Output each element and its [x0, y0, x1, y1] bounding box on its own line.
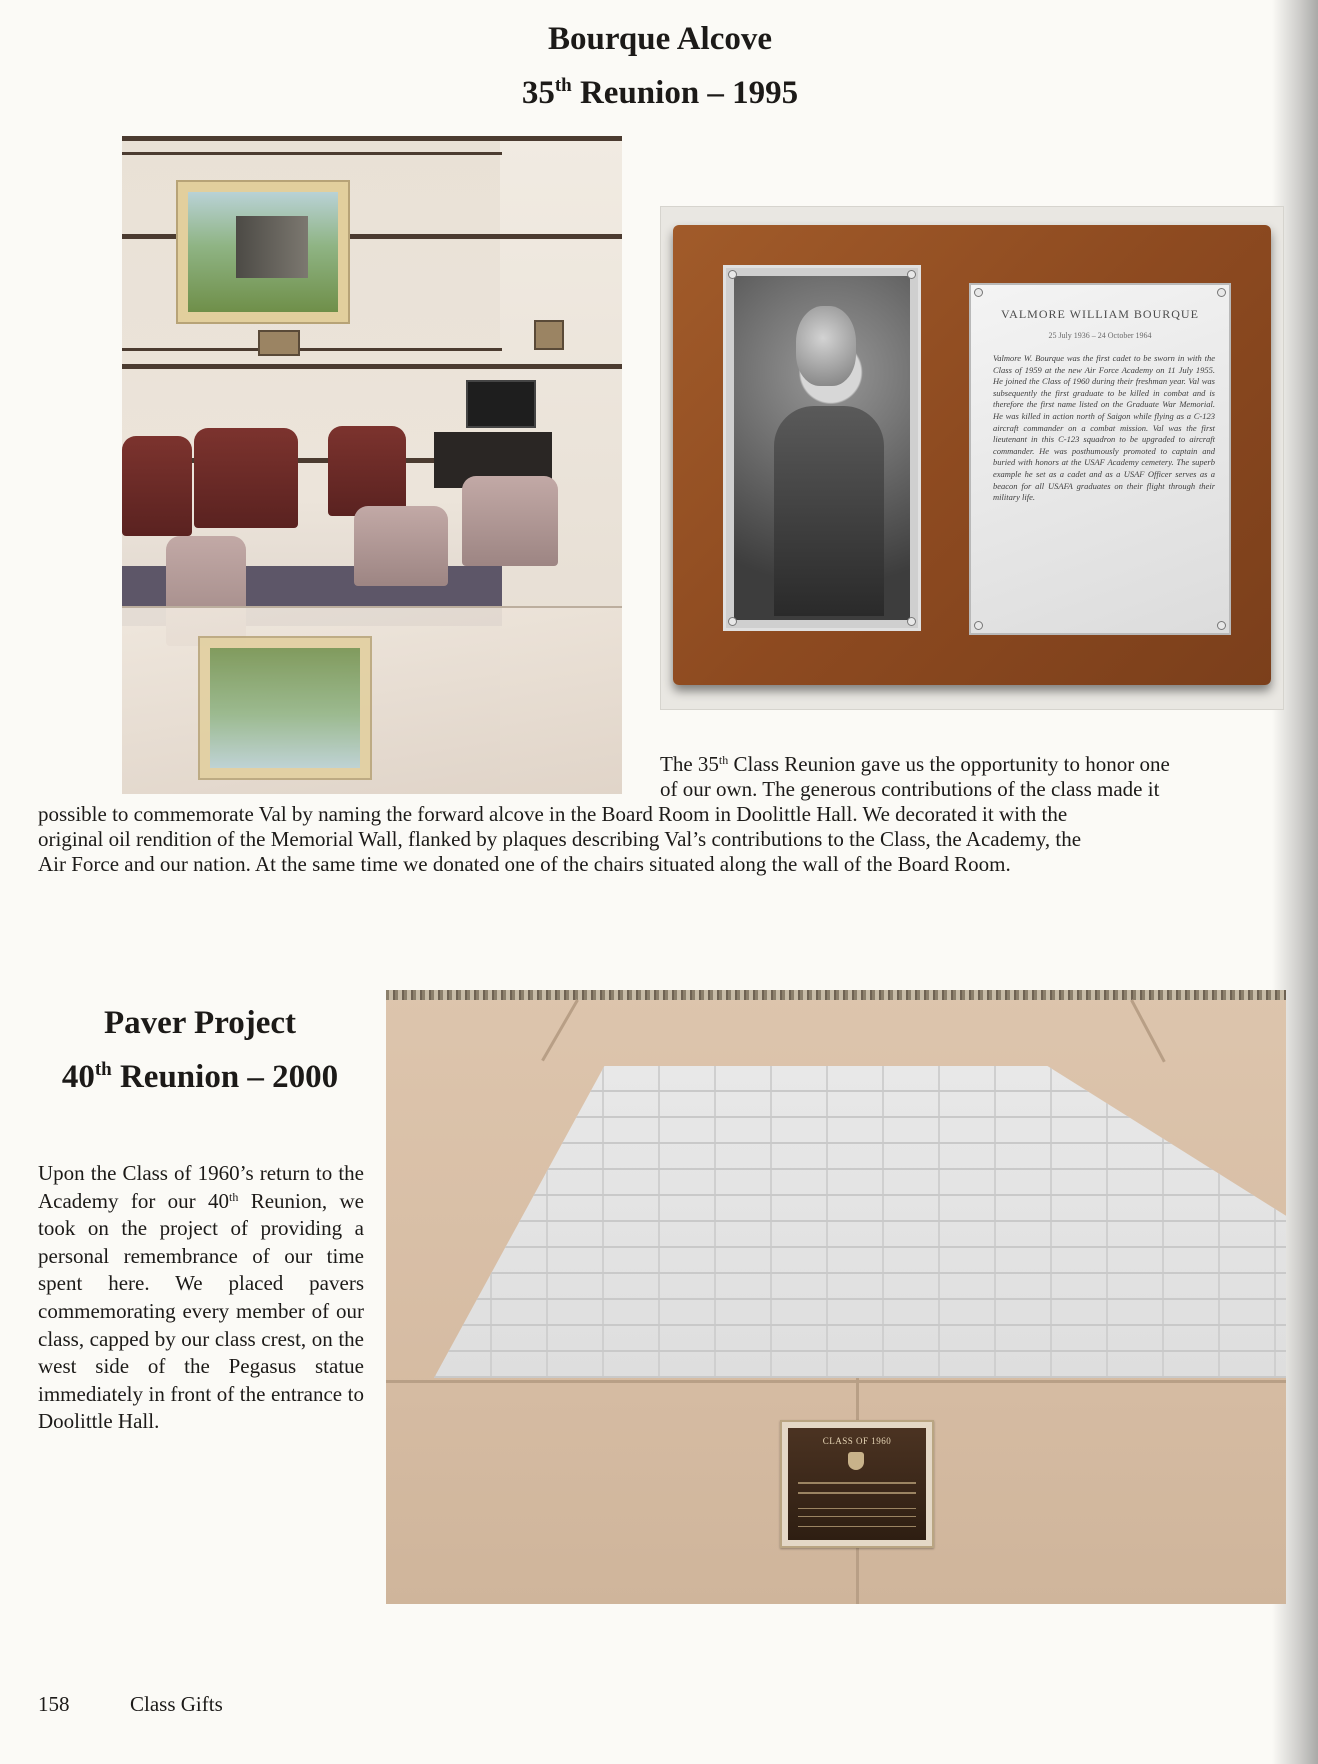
- painting-canvas: [188, 192, 338, 312]
- portrait-head: [796, 306, 856, 386]
- painting-wall: [236, 216, 308, 278]
- portrait-figure: [774, 406, 884, 616]
- concrete-seam: [541, 999, 579, 1061]
- screw: [1217, 621, 1226, 630]
- screw: [907, 617, 916, 626]
- portrait-inner: [734, 276, 910, 620]
- memorial-plaque-photo: [660, 206, 1284, 710]
- wall-stripe: [122, 152, 502, 155]
- screw: [1217, 288, 1226, 297]
- chair: [122, 436, 192, 536]
- paver-photo: [386, 990, 1286, 1604]
- plaque-inscription: Valmore W. Bourque was the first cadet to be sworn in with the Class of 1959 at the new Air Force Academy on 11 July 1955. He joined the Class of 1960 during their freshman year. Val was subsequently the first graduate to be killed in combat and is therefore the first name listed on the Graduate War Memorial. He was killed in action north of Saigon while flying as a C-123 aircraft commander on a combat mission. Val was the first lieutenant in this C-123 squadron to be upgraded to aircraft commander. He was posthumously promoted to captain and buried with honors at the USAF Academy cemetery. The superb example he set as a cadet and as a USAF Officer serves as a beacon for all USAFA graduates on their flight through their military life.: [993, 353, 1215, 503]
- wall-plaque-right: [534, 320, 564, 350]
- page-title: Bourque Alcove: [548, 21, 772, 57]
- screw: [974, 621, 983, 630]
- gravel-border: [386, 990, 1286, 1000]
- screw: [728, 270, 737, 279]
- marker-text-line: [798, 1526, 916, 1527]
- portrait-photo: [723, 265, 921, 631]
- screw: [907, 270, 916, 279]
- painting-reflection: [198, 636, 372, 780]
- reflection-canvas: [210, 648, 360, 768]
- memorial-wall-painting: [176, 180, 350, 324]
- engraved-pavers: [434, 1066, 1286, 1378]
- marker-title: CLASS OF 1960: [822, 1436, 892, 1446]
- wooden-plaque-board: [673, 225, 1271, 685]
- paver-paragraph: Upon the Class of 1960’s return to the Academy for our 40th Reunion, we took on the project of providing a personal remembrance of our time spent here. We placed pavers commemorating every member of our class, capped by our class crest, on the west side of the Pegasus statue immediately in front of the entrance to Doolittle Hall.: [38, 1161, 364, 1434]
- inscription-plate: [969, 283, 1231, 635]
- marker-text-line: [798, 1508, 916, 1509]
- wall-stripe: [122, 348, 502, 351]
- alcove-paragraph-line: of our own. The generous contributions of the class made it: [660, 777, 1160, 801]
- chair: [194, 428, 298, 528]
- page-number: 158: [38, 1692, 70, 1716]
- plaque-name: VALMORE WILLIAM BOURQUE: [1001, 307, 1199, 321]
- class-crest-marker: [780, 1420, 934, 1548]
- donated-chair: [462, 476, 558, 566]
- wall-stripe: [122, 364, 622, 369]
- donated-chair: [354, 506, 448, 586]
- chair: [328, 426, 406, 516]
- wall-stripe: [122, 136, 622, 141]
- screw: [728, 617, 737, 626]
- plaque-dates: 25 July 1936 – 24 October 1964: [1048, 331, 1152, 340]
- marker-text-line: [798, 1516, 916, 1517]
- marker-text-line: [798, 1482, 916, 1484]
- crest-icon: [848, 1452, 864, 1470]
- section-subtitle-reunion-2000: 40th Reunion – 2000: [61, 1059, 339, 1095]
- conference-table: [122, 606, 622, 794]
- wall-plaque-left: [258, 330, 300, 356]
- alcove-paragraph-line: Air Force and our nation. At the same time we donated one of the chairs situated along the wall of the Board Room.: [38, 852, 1011, 876]
- marker-text-line: [798, 1492, 916, 1494]
- alcove-paragraph-line: possible to commemorate Val by naming the forward alcove in the Board Room in Doolittle Hall. We decorated it with the: [38, 802, 1068, 826]
- page-subtitle-reunion-1995: 35th Reunion – 1995: [521, 75, 799, 111]
- marker-plate: [788, 1428, 926, 1540]
- section-name: Class Gifts: [130, 1692, 223, 1716]
- alcove-paragraph-line: original oil rendition of the Memorial Wall, flanked by plaques describing Val’s contributions to the Class, the Academy, the: [38, 827, 1082, 851]
- section-title-paver-project: Paver Project: [103, 1005, 297, 1041]
- alcove-photo: [122, 136, 622, 794]
- alcove-paragraph-line: The 35th Class Reunion gave us the opportunity to honor one: [660, 752, 1170, 776]
- concrete-seam: [386, 1380, 1286, 1383]
- monitor: [466, 380, 536, 428]
- screw: [974, 288, 983, 297]
- concrete-seam: [1130, 999, 1166, 1062]
